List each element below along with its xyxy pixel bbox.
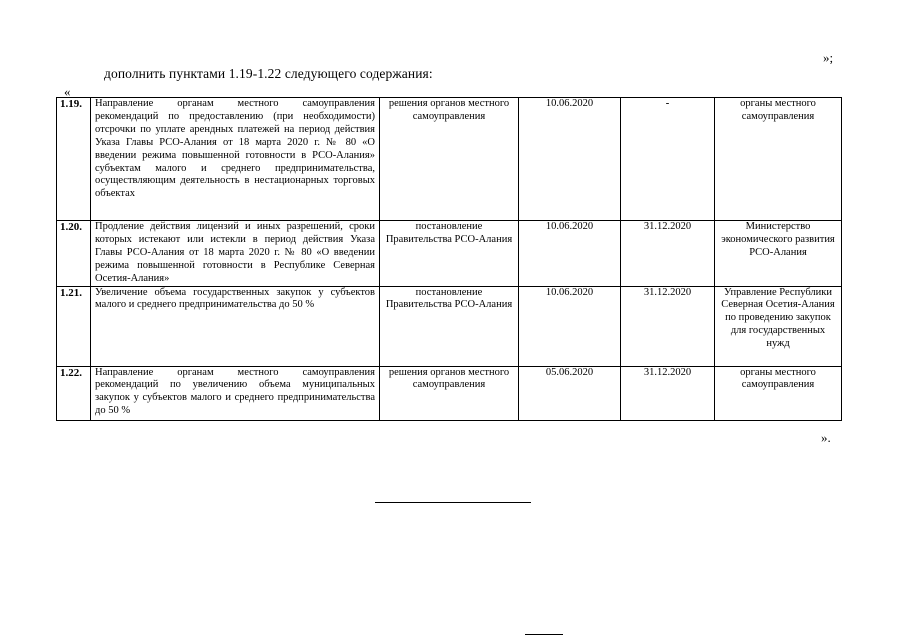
item-description: Направление органам местного самоуправления рекомендаций по предоставлению (при необходимости) отсрочки по уплате арендных платежей на период действия Указа Главы РСО-Алания от 18 марта 2020 г. № 80 «О введении режима повышенной готовности в РСО-Алания» субъектам малого и среднего предпринимательства, осуществляющим деятельность в нестационарных торговых объектах [91,98,380,221]
item-description: Увеличение объема государственных закупок у субъектов малого и среднего предпринимательства до 50 % [91,286,380,366]
item-responsible: органы местного самоуправления [715,98,842,221]
item-end-date: - [621,98,715,221]
table-row [57,286,842,366]
item-end-date: 31.12.2020 [621,286,715,366]
opening-quote: « [64,84,71,99]
item-responsible: Управление Республики Северная Осетия-Алания по проведению закупок для государственных нужд [715,286,842,366]
item-act: решения органов местного самоуправления [380,98,519,221]
item-description: Направление органам местного самоуправления рекомендаций по увеличению объема муниципальных закупок у субъектов малого и среднего предпринимательства до 50 % [91,366,380,420]
item-number: 1.19. [57,98,91,221]
item-responsible: органы местного самоуправления [715,366,842,420]
intro-text: дополнить пунктами 1.19-1.22 следующего содержания: [104,66,433,81]
item-act: постановление Правительства РСО-Алания [380,286,519,366]
separator-line [375,502,531,503]
item-responsible: Министерство экономического развития РСО-Алания [715,221,842,287]
item-end-date: 31.12.2020 [621,221,715,287]
item-number: 1.22. [57,366,91,420]
table-row [57,98,842,221]
item-number: 1.20. [57,221,91,287]
item-start-date: 10.06.2020 [519,98,621,221]
item-act: постановление Правительства РСО-Алания [380,221,519,287]
item-end-date: 31.12.2020 [621,366,715,420]
item-number: 1.21. [57,286,91,366]
table-row [57,366,842,420]
table-row [57,221,842,287]
item-act: решения органов местного самоуправления [380,366,519,420]
footer-line [525,634,563,635]
item-description: Продление действия лицензий и иных разрешений, сроки которых истекают или истекли в период действия Указа Главы РСО-Алания от 18 марта 2020 г. № 80 «О введении режима повышенной готовности в Республике Северная Осетия-Алания» [91,221,380,287]
item-start-date: 05.06.2020 [519,366,621,420]
measures-table [56,97,842,421]
item-start-date: 10.06.2020 [519,286,621,366]
closing-quote-bottom: ». [821,430,831,445]
closing-quote-top: »; [823,50,834,65]
item-start-date: 10.06.2020 [519,221,621,287]
